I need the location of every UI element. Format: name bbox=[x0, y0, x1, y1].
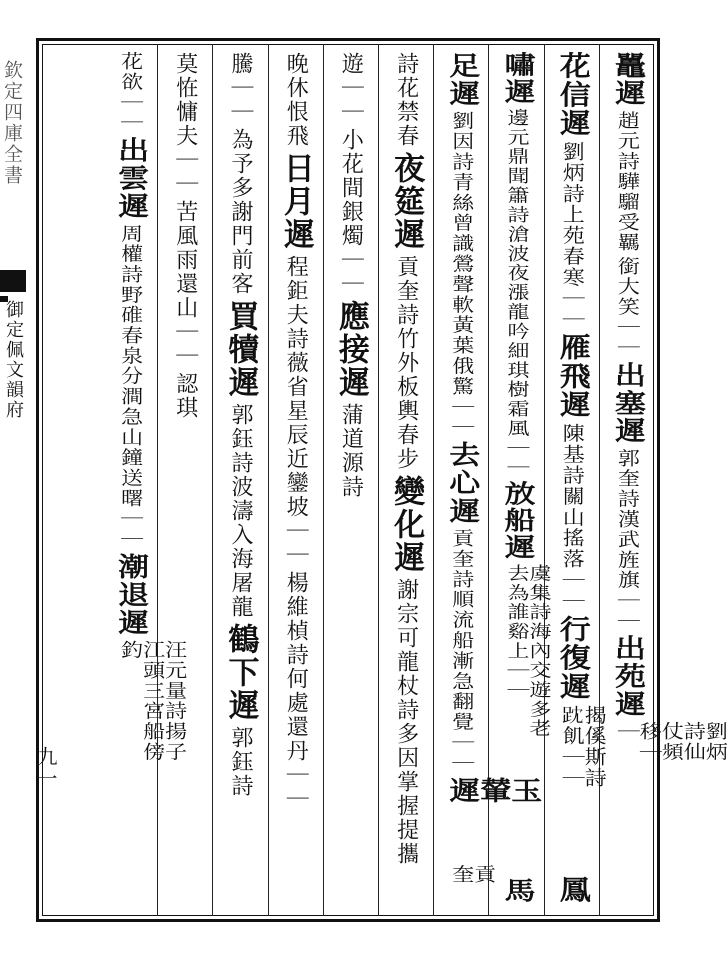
text-column bbox=[212, 50, 267, 912]
entry-headword: 鶴下遲 bbox=[222, 623, 259, 722]
entry-headword: 出苑遲 bbox=[608, 634, 645, 719]
entry-text: 劉因詩青絲曾識鶯聲軟黃葉俄驚｜｜ bbox=[448, 111, 474, 438]
entry-text: 騰｜｜ bbox=[227, 52, 253, 124]
column-rule bbox=[378, 44, 379, 916]
entry-text: 認琪 bbox=[172, 372, 198, 420]
text-column bbox=[599, 50, 727, 779]
column-rule bbox=[323, 44, 324, 916]
column-rule bbox=[268, 44, 269, 916]
book-title: 御定佩文韻府 bbox=[3, 300, 24, 420]
entry-text: 貢奎 bbox=[448, 864, 496, 885]
margin-fishtail-mark bbox=[0, 270, 26, 292]
entry-text: 花欲｜｜ bbox=[117, 51, 143, 134]
entry-headword: 嘯遲 bbox=[498, 51, 535, 106]
entry-text: 楊維楨詩何處還丹｜｜ bbox=[283, 571, 309, 811]
text-column bbox=[544, 50, 607, 905]
entry-text: 為予多謝門前客 bbox=[227, 128, 253, 296]
entry-headword: 出塞遲 bbox=[608, 361, 645, 446]
text-column bbox=[378, 50, 433, 912]
column-rule bbox=[157, 44, 158, 916]
entry-text: 郭奎詩漢武旌旗｜｜ bbox=[614, 448, 640, 632]
column-rule bbox=[433, 44, 434, 916]
entry-text: 蒲道源詩 bbox=[338, 403, 364, 499]
entry-text: 晚休恨飛 bbox=[283, 52, 309, 148]
entry-text: 趙元詩驊騮受羈 bbox=[614, 110, 640, 254]
entry-text: 陳基詩關山搖落｜｜ bbox=[559, 423, 585, 612]
margin-fragment: 欽定四庫全書 bbox=[1, 60, 23, 186]
entry-headword: 放船遲 bbox=[498, 480, 535, 561]
entry-headword: 行復遲 bbox=[553, 615, 590, 702]
entry-headword: 變化遲 bbox=[388, 475, 425, 574]
entry-headword: 玉輦遲 bbox=[443, 776, 542, 805]
entry-text: 揭傒斯詩𧿒飢｜｜ bbox=[559, 704, 607, 789]
entry-text: 小花間銀燭｜｜ bbox=[338, 128, 364, 296]
entry-text: 郭鈺詩 bbox=[227, 726, 253, 798]
column-rule bbox=[212, 44, 213, 916]
entry-headword: 買犢遲 bbox=[222, 300, 259, 399]
entry-text: 苦風雨還山｜｜ bbox=[172, 200, 198, 368]
text-column bbox=[157, 50, 212, 912]
entry-headword: 潮退遲 bbox=[112, 552, 149, 637]
text-column bbox=[268, 50, 323, 912]
entry-headword: 去心遲 bbox=[443, 441, 480, 526]
entry-text: 銜大笑｜｜ bbox=[614, 256, 640, 358]
margin-strip bbox=[0, 0, 34, 965]
entry-text: 周權詩野碓春泉分澗急山鐘送曙｜｜ bbox=[117, 223, 143, 550]
entry-text: 詩花禁春 bbox=[393, 52, 419, 148]
text-column bbox=[323, 50, 378, 912]
entry-text: 謝宗可龍杖詩多因掌握提攜 bbox=[393, 578, 419, 866]
entry-headword: 出雲遲 bbox=[112, 136, 149, 221]
entry-text: 劉炳詩上苑春寒｜｜ bbox=[559, 141, 585, 330]
entry-text: 劉炳詩仙仗頻移｜｜ bbox=[614, 721, 727, 763]
entry-headword: 花信遲 bbox=[553, 51, 590, 139]
entry-headword: 鼉遲 bbox=[608, 51, 645, 108]
entry-headword: 馬 bbox=[498, 877, 535, 905]
entry-text: 郭鈺詩波濤入海屠龍 bbox=[227, 403, 253, 619]
entry-text: 莫恠慵夫｜｜ bbox=[172, 52, 198, 196]
entry-headword: 日月遲 bbox=[277, 152, 314, 251]
entry-headword: 雁飛遲 bbox=[553, 333, 590, 420]
entry-text: 汪元量詩揚子江頭三宮船傍釣 bbox=[117, 640, 187, 763]
entry-text: 程鉅夫詩薇省星辰近鑾坡｜｜ bbox=[283, 255, 309, 567]
entry-headword: 鳳 bbox=[553, 875, 590, 905]
entry-text: 虞集詩海內交遊多老去為誰谿上｜｜ bbox=[503, 563, 551, 739]
entry-text: 邊元鼎聞簫詩滄波夜漲龍吟細琪樹霜風｜｜ bbox=[503, 108, 529, 478]
column-rule bbox=[544, 44, 545, 916]
entry-headword: 夜筵遲 bbox=[388, 152, 425, 251]
entry-headword: 足遲 bbox=[443, 51, 480, 108]
page-number: 九一 bbox=[34, 746, 58, 790]
entry-text: 遊｜｜ bbox=[338, 52, 364, 124]
entry-text: 貢奎詩竹外板輿春步 bbox=[393, 255, 419, 471]
entry-text: 貢奎詩順流船漸急翻覺｜｜ bbox=[448, 528, 474, 774]
entry-headword: 應接遲 bbox=[332, 300, 369, 399]
